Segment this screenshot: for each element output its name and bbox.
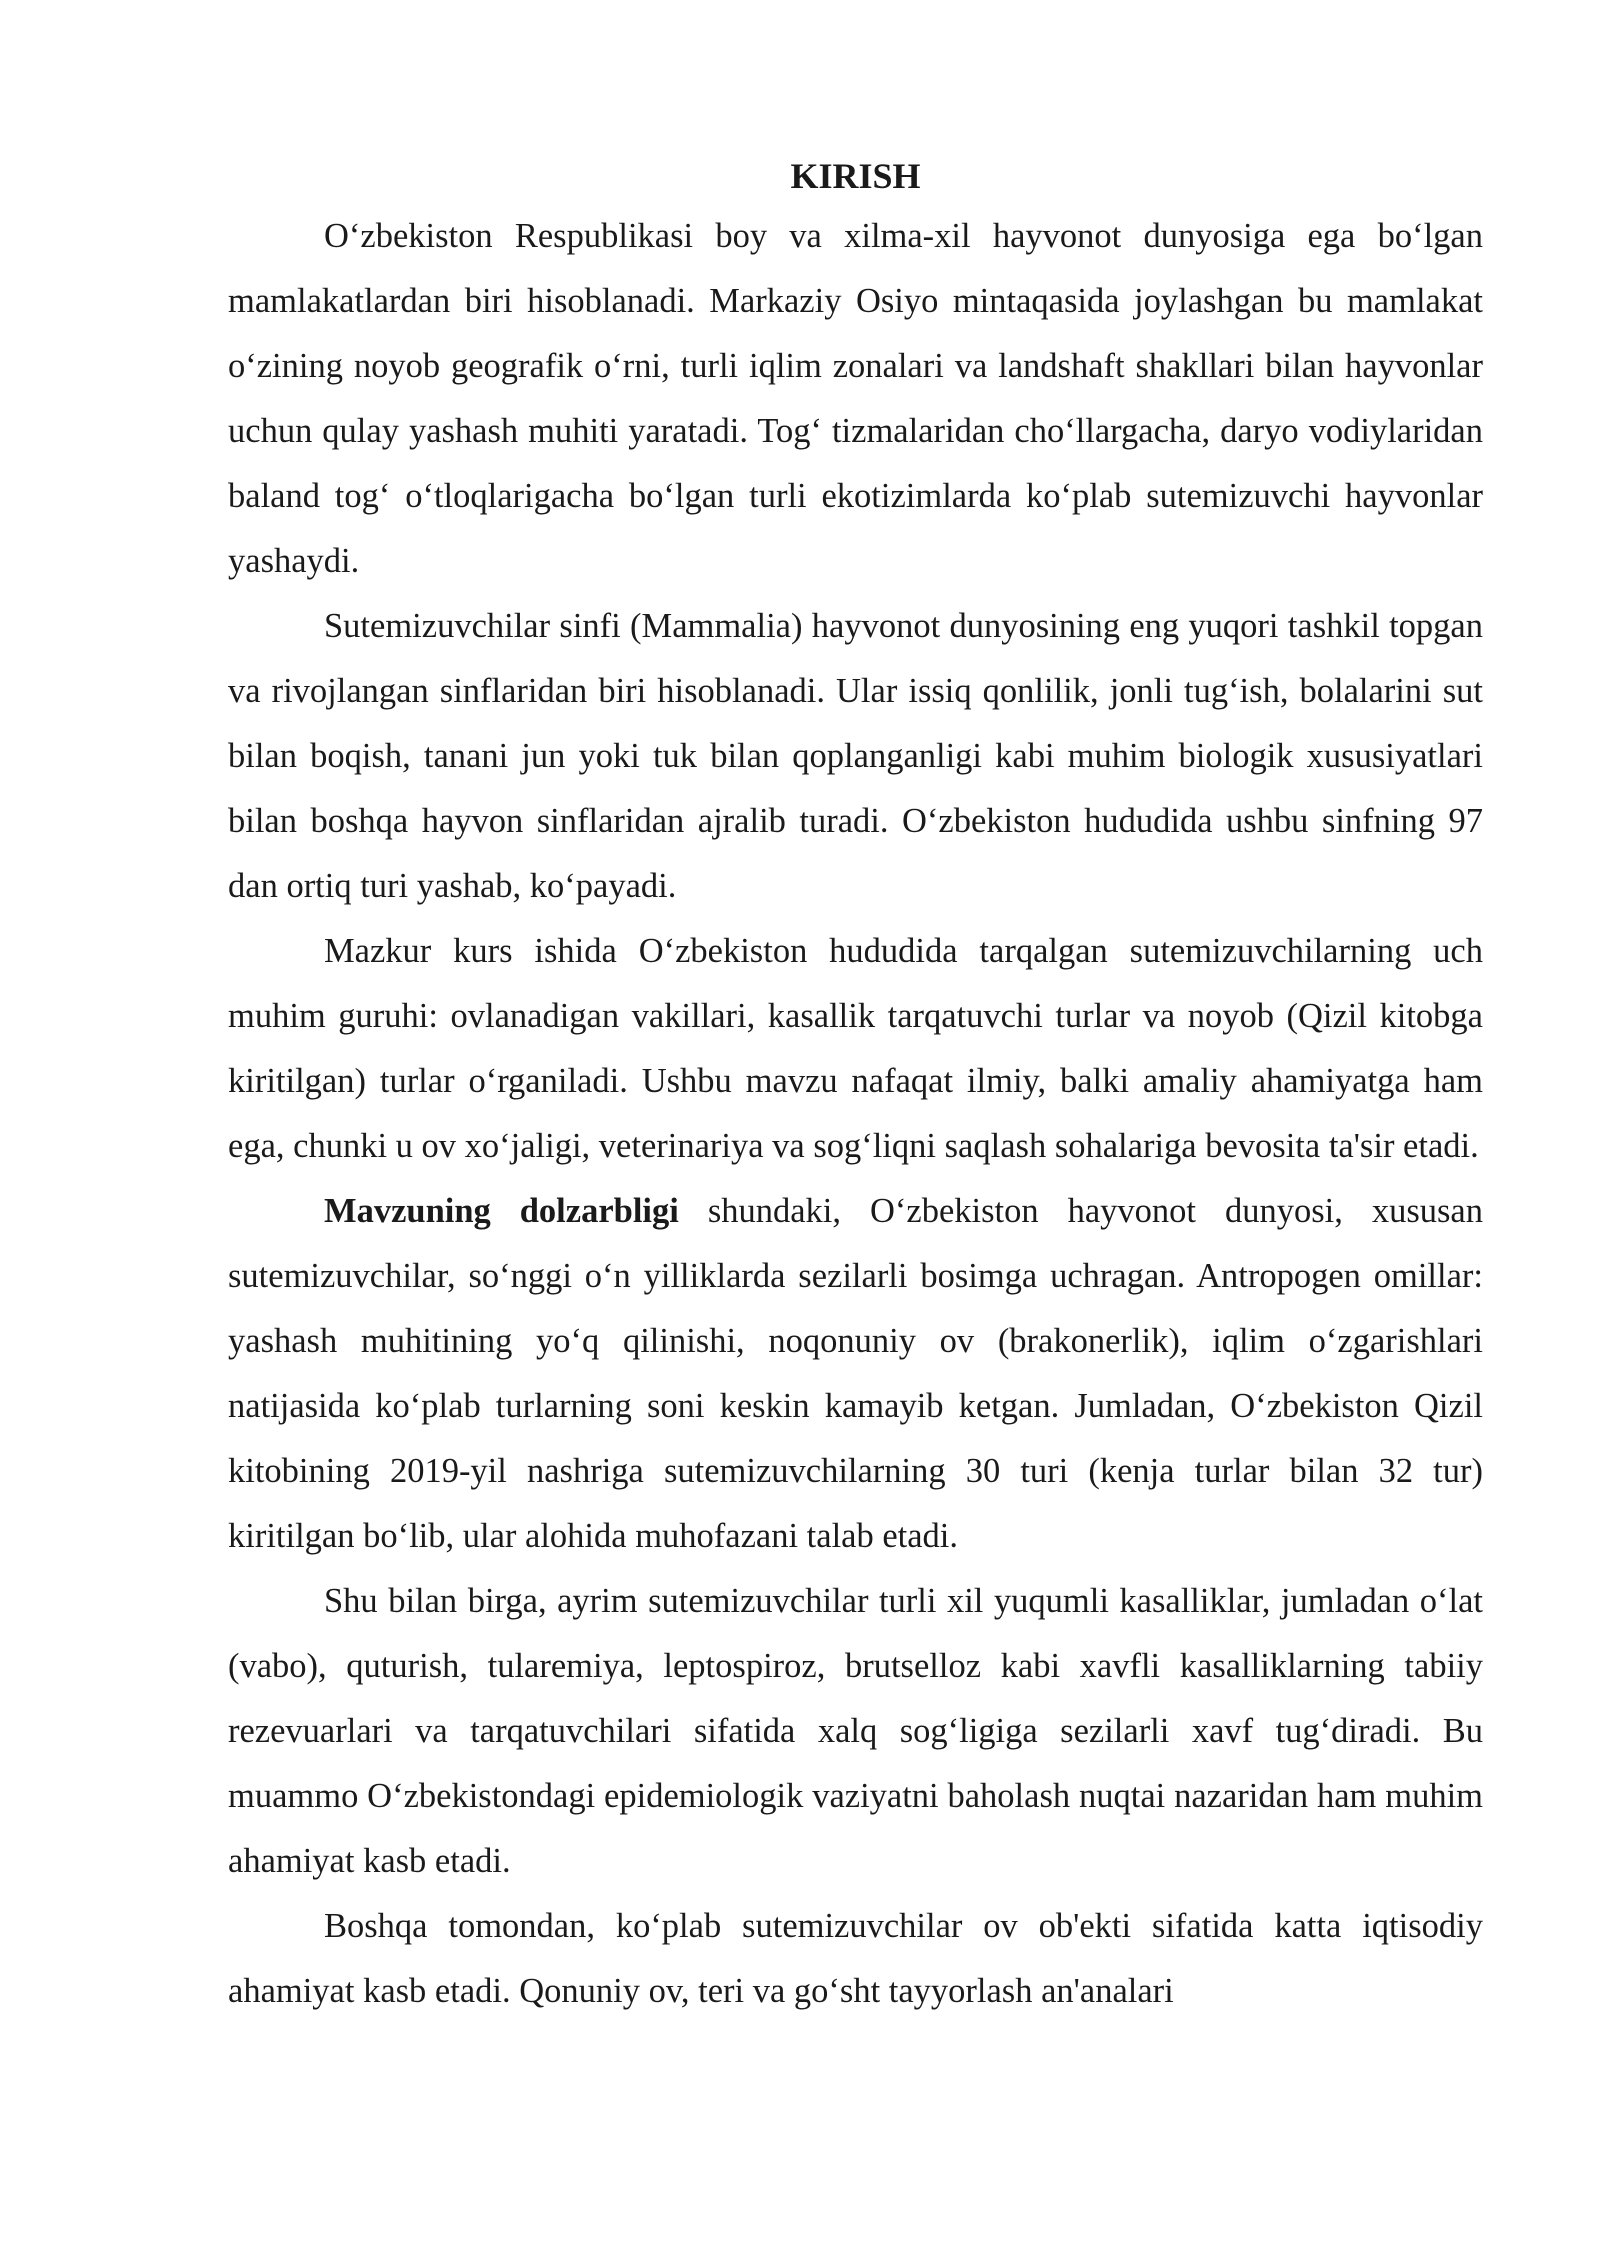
paragraph-course-scope (228, 919, 1483, 1179)
paragraph-text: Shu bilan birga, ayrim sutemizuvchilar turli xil yuqumli kasalliklar, jumladan o‘lat (vabo), quturish, tularemiya, leptospiroz, brutselloz kabi xavfli kasalliklarning tabiiy rezevuarlari va tarqatuvchilari sifatida xalq sog‘ligiga sezilarli xavf tug‘diradi. Bu muammo O‘zbekistondagi epidemiologik vaziyatni baholash nuqtai nazaridan ham muhim ahamiyat kasb etadi. (228, 1582, 1483, 1880)
paragraph-lead-bold: Mavzuning dolzarbligi (324, 1192, 679, 1230)
page-title: KIRISH (790, 156, 921, 196)
paragraph-intro (228, 204, 1483, 594)
paragraph-text: O‘zbekiston Respublikasi boy va xilma-xil hayvonot dunyosiga ega bo‘lgan mamlakatlardan biri hisoblanadi. Markaziy Osiyo mintaqasida joylashgan bu mamlakat o‘zining noyob geografik o‘rni, turli iqlim zonalari va landshaft shakllari bilan hayvonlar uchun qulay yashash muhiti yaratadi. Tog‘ tizmalaridan cho‘llargacha, daryo vodiylaridan baland tog‘ o‘tloqlarigacha bo‘lgan turli ekotizimlarda ko‘plab sutemizuvchi hayvonlar yashaydi. (228, 217, 1483, 580)
paragraph-mammalia (228, 594, 1483, 919)
paragraph-text: Sutemizuvchilar sinfi (Mammalia) hayvonot dunyosining eng yuqori tashkil topgan va rivojlangan sinflaridan biri hisoblanadi. Ular issiq qonlilik, jonli tug‘ish, bolalarini sut bilan boqish, tanani jun yoki tuk bilan qoplanganligi kabi muhim biologik xususiyatlari bilan boshqa hayvon sinflaridan ajralib turadi. O‘zbekiston hududida ushbu sinfning 97 dan ortiq turi yashab, ko‘payadi. (228, 607, 1483, 905)
paragraph-economic (228, 1894, 1483, 2024)
document-body (228, 150, 1483, 2024)
paragraph-relevance (228, 1179, 1483, 1569)
paragraph-diseases (228, 1569, 1483, 1894)
paragraph-text: shundaki, O‘zbekiston hayvonot dunyosi, xususan sutemizuvchilar, so‘nggi o‘n yilliklarda sezilarli bosimga uchragan. Antropogen omillar: yashash muhitining yo‘q qilinishi, noqonuniy ov (brakonerlik), iqlim o‘zgarishlari natijasida ko‘plab turlarning soni keskin kamayib ketgan. Jumladan, O‘zbekiston Qizil kitobining 2019-yil nashriga sutemizuvchilarning 30 turi (kenja turlar bilan 32 tur) kiritilgan bo‘lib, ular alohida muhofazani talab etadi. (228, 1192, 1483, 1555)
paragraph-text: Boshqa tomondan, ko‘plab sutemizuvchilar ov ob'ekti sifatida katta iqtisodiy ahamiyat kasb etadi. Qonuniy ov, teri va go‘sht tayyorlash an'analari (228, 1907, 1483, 2010)
paragraph-text: Mazkur kurs ishida O‘zbekiston hududida tarqalgan sutemizuvchilarning uch muhim guruhi: ovlanadigan vakillari, kasallik tarqatuvchi turlar va noyob (Qizil kitobga kiritilgan) turlar o‘rganiladi. Ushbu mavzu nafaqat ilmiy, balki amaliy ahamiyatga ham ega, chunki u ov xo‘jaligi, veterinariya va sog‘liqni saqlash sohalariga bevosita ta'sir etadi. (228, 932, 1483, 1165)
